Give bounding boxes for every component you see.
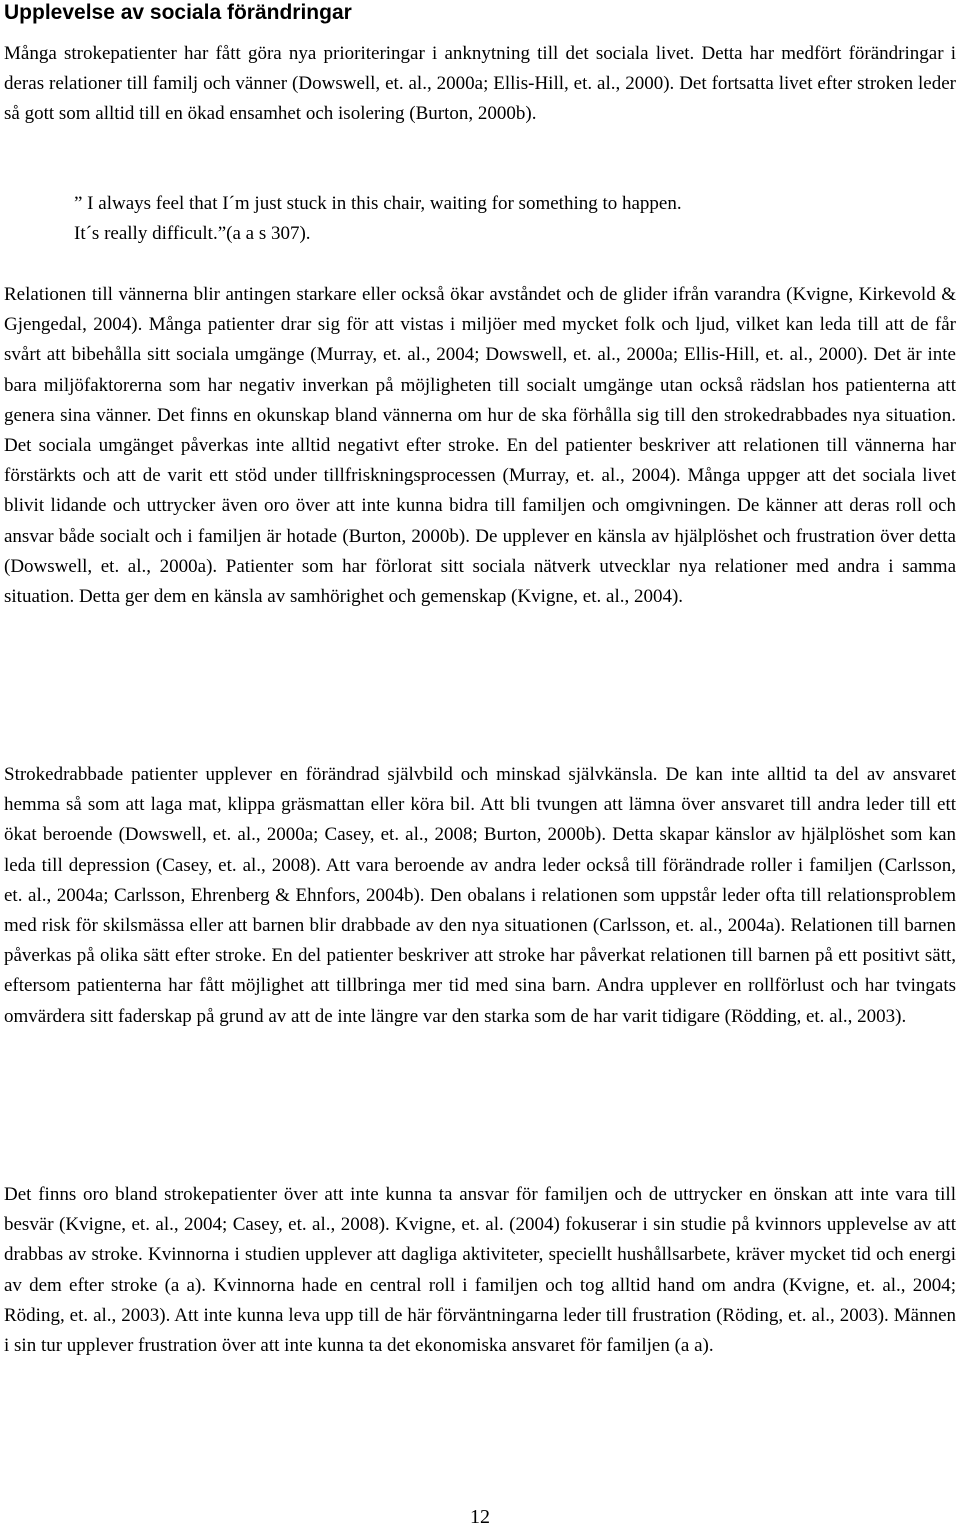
paragraph-self-image: Strokedrabbade patienter upplever en förändrad självbild och minskad självkänsla. De kan inte alltid ta del av ansvaret hemma så som att laga mat, klippa gräsmattan eller köra bil. Att bli tvungen att lämna över ansvaret till andra leder till ett ökat beroende (Dowswell, et. al., 2000a; Casey, et. al., 2008; Burton, 2000b). Detta skapar känslor av hjälplöshet som kan leda till depression (Casey, et. al., 2008). Att vara beroende av andra leder också till förändrade roller i familjen (Carlsson, et. al., 2004a; Carlsson, Ehrenberg & Ehnfors, 2004b). Den obalans i relationen som uppstår leder ofta till relationsproblem med risk för skilsmässa eller att barnen blir drabbade av den nya situationen (Carlsson, et. al., 2004a). Relationen till barnen påverkas på olika sätt efter stroke. En del patienter beskriver att stroke har påverkat relationen till barnen på ett positivt sätt, eftersom patienterna har fått möjlighet att tillbringa mer tid med sina barn. Andra upplever en rollförlust och har tvingats omvärdera sitt faderskap på grund av att de inte längre var den starka som de har varit tidigare (Rödding, et. al., 2003). — [4, 764, 956, 1027]
patient-quote — [74, 189, 934, 249]
paragraph-family-worry: Det finns oro bland strokepatienter över att inte kunna ta ansvar för familjen och de uttrycker en önskan att inte vara till besvär (Kvigne, et. al., 2004; Casey, et. al., 2008). Kvigne, et. al. (2004) fokuserar i sin studie på kvinnors upplevelse av att drabbas av stroke. Kvinnorna i studien upplever att dagliga aktiviteter, speciellt hushållsarbete, kräver mycket tid och energi av dem efter stroke (a a). Kvinnorna hade en central roll i familjen och tog alltid hand om andra (Kvigne, et. al., 2004; Röding, et. al., 2003). Att inte kunna leva upp till de här förväntningarna leder till frustration (Röding, et. al., 2003). Männen i sin tur upplever frustration över att inte kunna ta det ekonomiska ansvaret för familjen (a a). — [4, 1184, 956, 1357]
quote-line-2: It´s really difficult.”(a a s 307). — [74, 223, 311, 244]
page-number: 12 — [470, 1506, 490, 1528]
paragraph-friends: Relationen till vännerna blir antingen starkare eller också ökar avståndet och de glider ifrån varandra (Kvigne, Kirkevold & Gjengedal, 2004). Många patienter drar sig för att vistas i miljöer med mycket folk och ljud, vilket kan leda till att de får svårt att bibehålla sitt sociala umgänge (Murray, et. al., 2004; Dowswell, et. al., 2000a; Ellis-Hill, et. al., 2000). Det är inte bara miljöfaktorerna som har negativ inverkan på möjligheten till socialt umgänge utan också rädslan hos patienterna att genera sina vänner. Det finns en okunskap bland vännerna om hur de ska förhålla sig till den strokedrabbades nya situation. Det sociala umgänget påverkas inte alltid negativt efter stroke. En del patienter beskriver att relationen till vännerna har förstärkts och att de varit ett stöd under tillfriskningsprocessen (Murray, et. al., 2004). Många uppger att det sociala livet blivit lidande och uttrycker även oro över att inte kunna bidra till familjen och omgivningen. De känner att deras roll och ansvar både socialt och i familjen är hotade (Burton, 2000b). De upplever en känsla av hjälplöshet och frustration över detta (Dowswell, et. al., 2000a). Patienter som har förlorat sitt sociala nätverk utvecklar nya relationer med andra i samma situation. Detta ger dem en känsla av samhörighet och gemenskap (Kvigne, et. al., 2004). — [4, 284, 956, 608]
quote-line-1: ” I always feel that I´m just stuck in this chair, waiting for something to happen. — [74, 193, 682, 214]
section-heading: Upplevelse av sociala förändringar — [4, 1, 352, 24]
paragraph-intro: Många strokepatienter har fått göra nya prioriteringar i anknytning till det sociala livet. Detta har medfört förändringar i deras relationer till familj och vänner (Dowswell, et. al., 2000a; Ellis-Hill, et. al., 2000). Det fortsatta livet efter stroken leder så gott som alltid till en ökad ensamhet och isolering (Burton, 2000b). — [4, 43, 956, 125]
